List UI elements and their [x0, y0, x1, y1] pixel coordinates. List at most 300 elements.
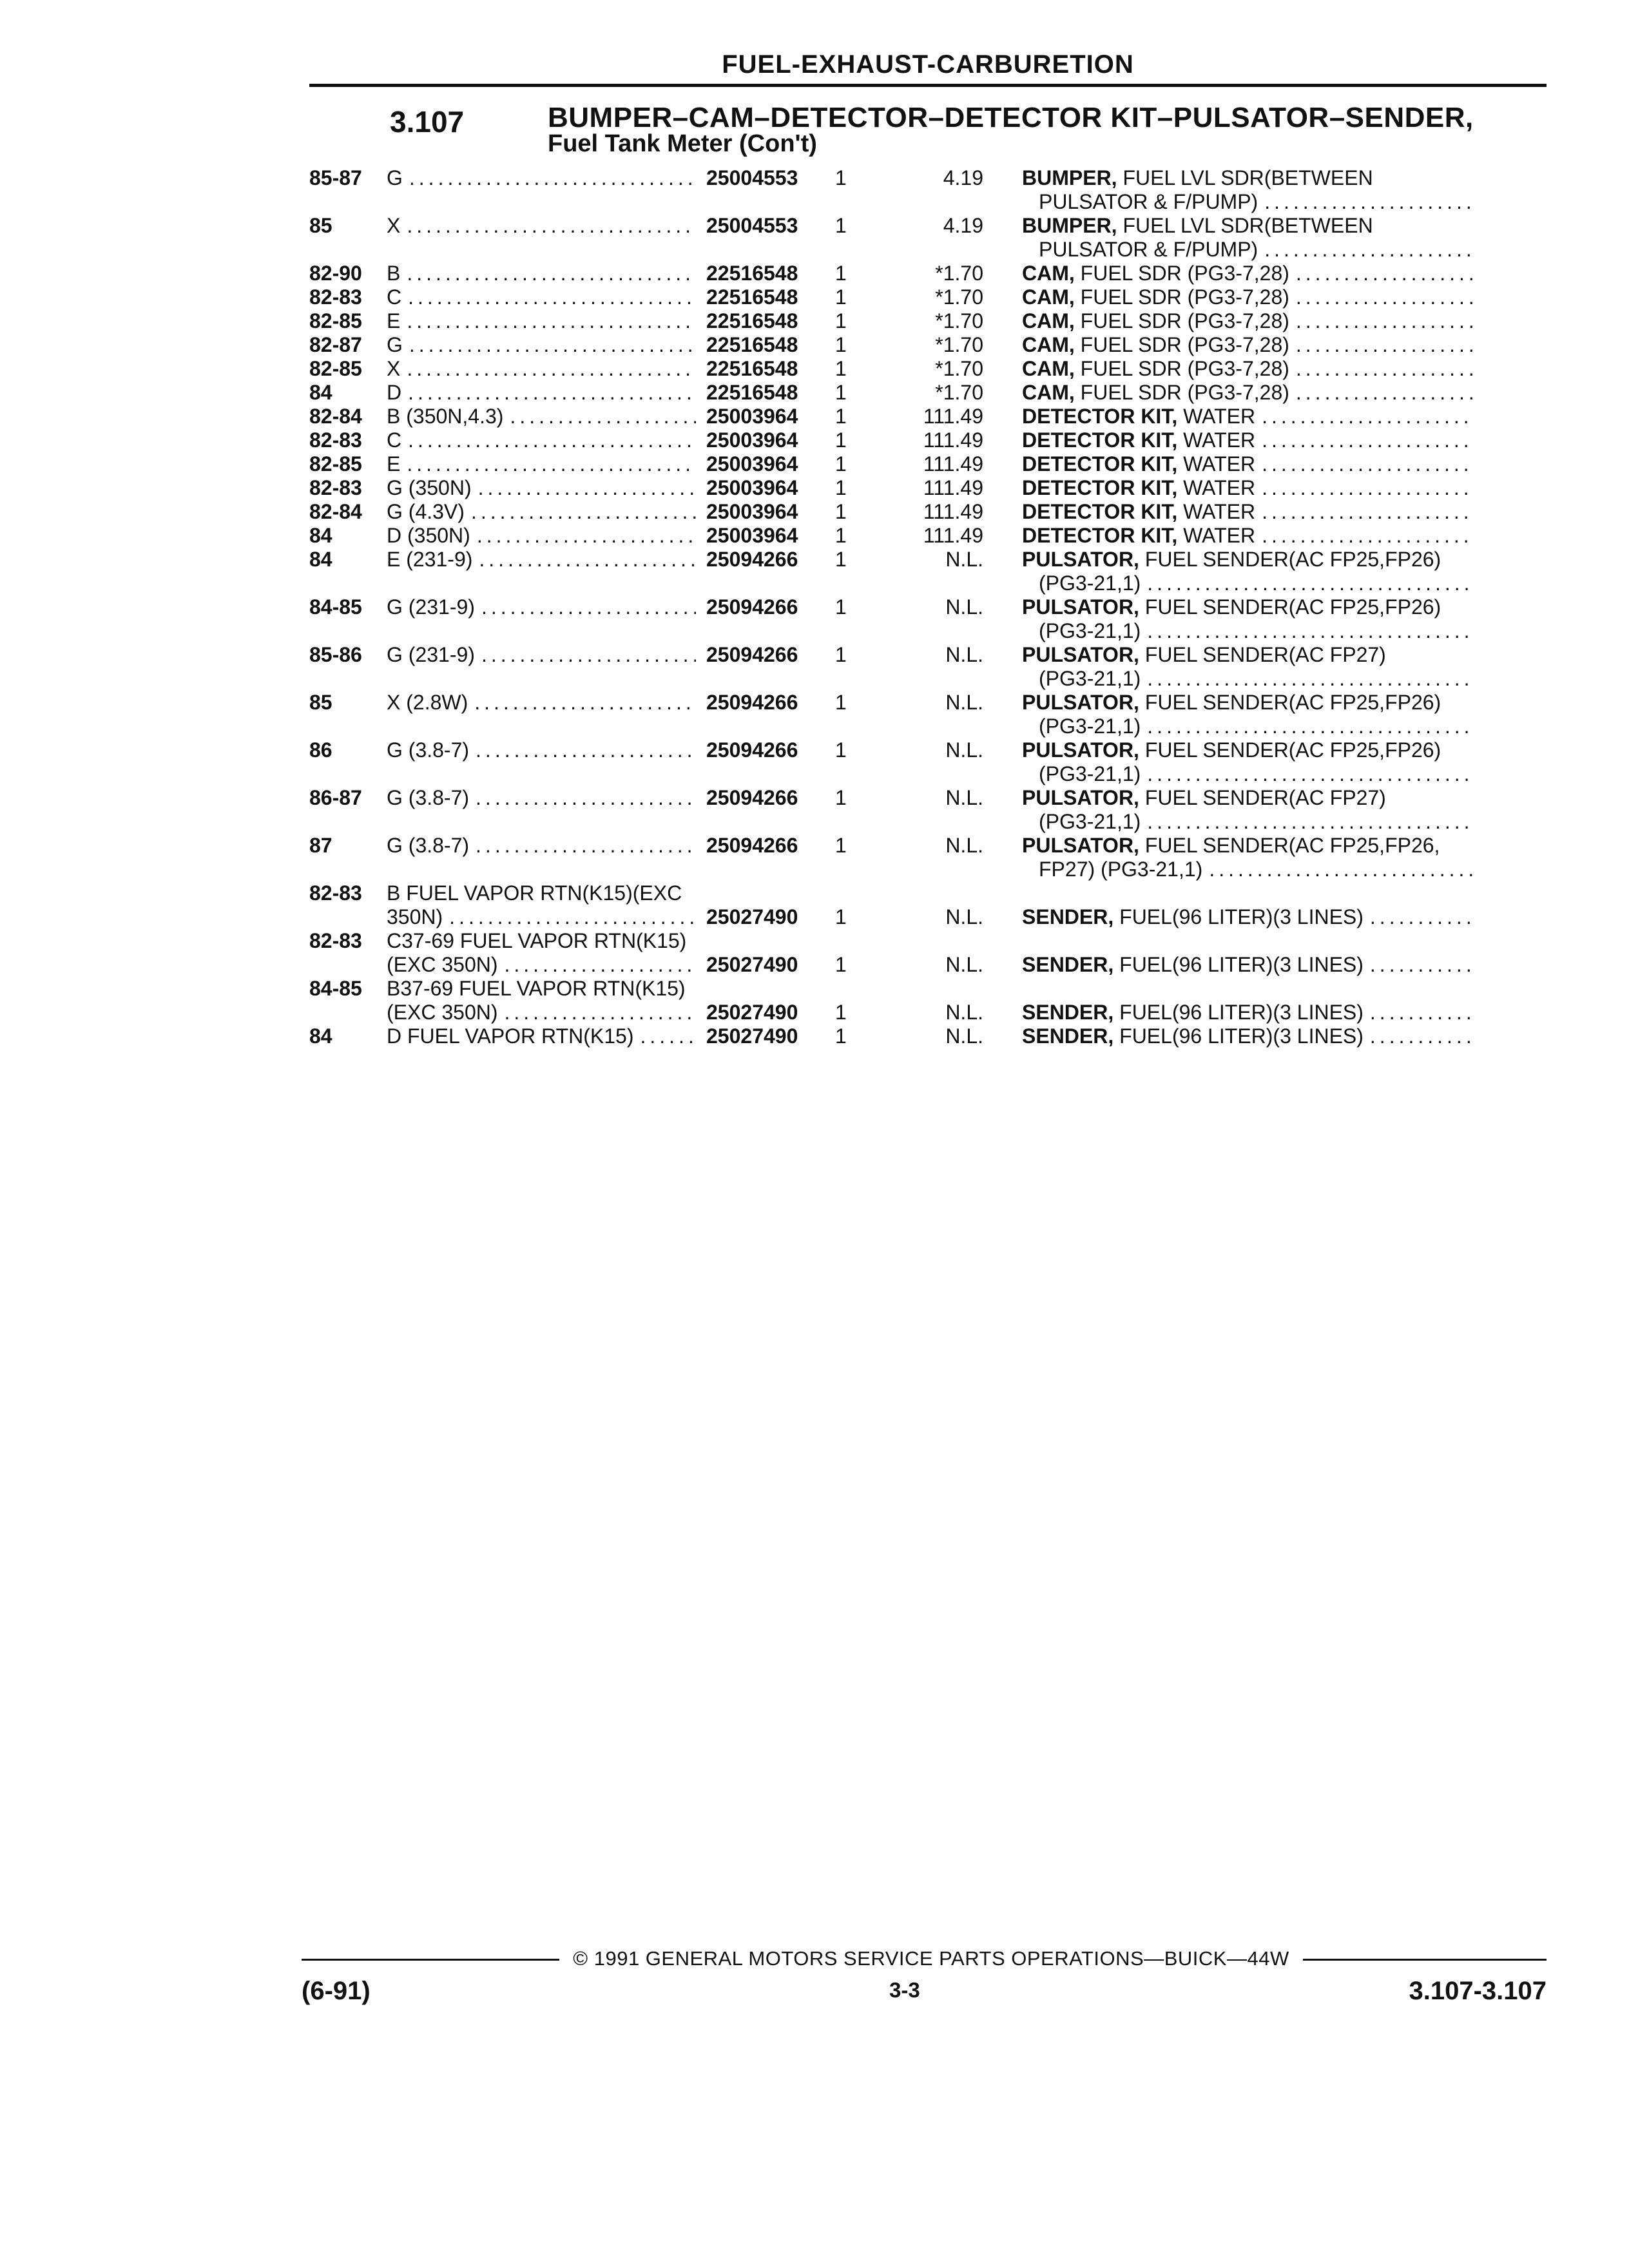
part-name-detail: FUEL SDR (PG3-7,28): [1074, 309, 1289, 332]
footer-page-number: 3-3: [889, 1978, 920, 2002]
part-name-line: [1022, 1001, 1473, 1024]
dot-leader: [481, 595, 696, 619]
part-number: 25094266: [706, 595, 798, 619]
year-range: 82-84: [309, 500, 362, 523]
part-name-bold: PULSATOR,: [1022, 595, 1139, 619]
part-name-detail: WATER: [1177, 524, 1256, 547]
price: *1.70: [935, 381, 983, 404]
quantity: 1: [835, 309, 847, 332]
part-name: [1022, 166, 1473, 214]
description-line: [387, 166, 696, 190]
quantity: 1: [835, 333, 847, 356]
price: N.L.: [945, 643, 983, 666]
dot-leader: [505, 1001, 697, 1024]
description-line: [387, 333, 696, 357]
quantity: 1: [835, 786, 847, 809]
dot-leader: [1262, 476, 1473, 500]
parts-list: [309, 166, 1547, 1048]
description-text: G (231-9): [387, 595, 475, 619]
description-line: [387, 262, 696, 285]
dot-leader: [408, 381, 696, 405]
dot-leader: [1296, 381, 1473, 405]
part-name-bold: DETECTOR KIT,: [1022, 405, 1178, 428]
part-name-bold: SENDER,: [1022, 905, 1114, 928]
dot-leader: [1262, 405, 1473, 428]
application-description: [387, 643, 696, 667]
application-description: [387, 881, 696, 929]
part-details: [696, 691, 1473, 738]
part-name-line: [1022, 166, 1473, 190]
part-row: [309, 262, 1547, 285]
price: *1.70: [935, 357, 983, 380]
year-range: 84-85: [309, 977, 362, 1000]
price: 111.49: [923, 452, 983, 476]
application-description: [387, 381, 696, 405]
description-text: 350N): [387, 905, 443, 928]
part-name-line: [1022, 262, 1473, 285]
dot-leader: [409, 333, 696, 357]
part-name-continuation: [1022, 810, 1473, 834]
application-description: [387, 285, 696, 309]
application-description: [387, 786, 696, 810]
part-name-continuation: [1022, 572, 1473, 595]
year-range: 84: [309, 1024, 333, 1048]
year-range: 84-85: [309, 595, 362, 619]
dot-leader: [407, 214, 696, 238]
price: N.L.: [945, 1024, 983, 1048]
part-name-continuation: [1022, 619, 1473, 643]
part-name: [1022, 262, 1473, 285]
part-name-continuation-text: FP27) (PG3-21,1): [1039, 858, 1203, 881]
dot-leader: [1262, 428, 1473, 452]
part-name: [1022, 214, 1473, 262]
price: N.L.: [945, 1001, 983, 1024]
part-name-line: [1022, 476, 1473, 500]
part-name-line: [1022, 309, 1473, 333]
part-name-detail: FUEL SENDER(AC FP25,FP26): [1139, 691, 1441, 714]
dot-leader: [1262, 452, 1473, 476]
part-name-bold: PULSATOR,: [1022, 738, 1139, 762]
part-name-detail: FUEL SENDER(AC FP25,FP26,: [1139, 834, 1440, 857]
title-rule: [309, 84, 1547, 87]
part-details: [696, 309, 1473, 333]
part-name: [1022, 405, 1473, 428]
dot-leader: [1262, 500, 1473, 524]
part-name: [1022, 285, 1473, 309]
dot-leader: [1370, 1024, 1473, 1048]
part-row: [309, 977, 1547, 1024]
part-name-detail: WATER: [1177, 405, 1256, 428]
description-line: [387, 977, 696, 1001]
part-row: [309, 834, 1547, 881]
year-range: 82-84: [309, 405, 362, 428]
description-text: E: [387, 452, 401, 476]
price: N.L.: [945, 953, 983, 976]
part-name-line: [1022, 834, 1473, 858]
part-name: [1022, 476, 1473, 500]
dot-leader: [1147, 667, 1473, 691]
quantity: 1: [835, 357, 847, 380]
part-name-bold: CAM,: [1022, 309, 1075, 332]
price: 111.49: [923, 524, 983, 547]
part-name-line: [1022, 405, 1473, 428]
description-line: [387, 643, 696, 667]
part-name: [1022, 691, 1473, 738]
description-line: [387, 381, 696, 405]
application-description: [387, 691, 696, 715]
price: 4.19: [943, 166, 983, 189]
part-row: [309, 643, 1547, 691]
year-range: 85-87: [309, 166, 362, 189]
description-line: [387, 786, 696, 810]
part-name-detail: FUEL SDR (PG3-7,28): [1074, 381, 1289, 404]
dot-leader: [1296, 333, 1473, 357]
description-line: [387, 595, 696, 619]
description-line: [387, 881, 696, 905]
part-name-detail: FUEL SENDER(AC FP25,FP26): [1139, 595, 1441, 619]
dot-leader: [1209, 858, 1473, 881]
group-title: BUMPER–CAM–DETECTOR–DETECTOR KIT–PULSATOR–SENDER,: [548, 102, 1474, 133]
description-text: (EXC 350N): [387, 1001, 498, 1024]
description-text: E (231-9): [387, 548, 473, 571]
quantity: 1: [835, 834, 847, 857]
description-line: [387, 929, 696, 953]
application-description: [387, 357, 696, 381]
part-name-bold: SENDER,: [1022, 1024, 1114, 1048]
part-name-detail: FUEL LVL SDR(BETWEEN: [1117, 166, 1373, 189]
application-description: [387, 214, 696, 238]
application-description: [387, 500, 696, 524]
part-name-line: [1022, 786, 1473, 810]
footer-section-range: 3.107-3.107: [1409, 1977, 1547, 2005]
quantity: 1: [835, 500, 847, 523]
part-row: [309, 929, 1547, 977]
quantity: 1: [835, 452, 847, 476]
part-name-detail: FUEL SDR (PG3-7,28): [1074, 357, 1289, 380]
part-name-bold: CAM,: [1022, 333, 1075, 356]
description-text: B: [387, 262, 401, 285]
part-number: 25094266: [706, 548, 798, 571]
part-number: 25003964: [706, 500, 798, 523]
application-description: [387, 524, 696, 548]
part-name-continuation-text: (PG3-21,1): [1039, 762, 1141, 785]
dot-leader: [471, 500, 696, 524]
part-name: [1022, 428, 1473, 452]
part-number: 25004553: [706, 214, 798, 237]
part-details: [696, 428, 1473, 452]
part-number: 25094266: [706, 738, 798, 762]
price: N.L.: [945, 834, 983, 857]
description-text: G (3.8-7): [387, 786, 470, 809]
part-details: [696, 262, 1473, 285]
part-details: [696, 786, 1473, 834]
part-name-line: [1022, 905, 1473, 929]
part-number: 25027490: [706, 1001, 798, 1024]
part-row: [309, 1024, 1547, 1048]
part-row: [309, 524, 1547, 548]
part-name-line: [1022, 953, 1473, 977]
part-name-continuation-text: PULSATOR & F/PUMP): [1039, 190, 1258, 213]
part-name-bold: CAM,: [1022, 357, 1075, 380]
description-text: G (350N): [387, 476, 472, 499]
application-description: [387, 476, 696, 500]
part-name-detail: FUEL(96 LITER)(3 LINES): [1113, 953, 1364, 976]
part-name-detail: FUEL SDR (PG3-7,28): [1074, 285, 1289, 309]
part-name: [1022, 738, 1473, 786]
part-name: [1022, 357, 1473, 381]
quantity: 1: [835, 691, 847, 714]
application-description: [387, 834, 696, 858]
dot-leader: [407, 262, 696, 285]
part-number: 22516548: [706, 357, 798, 380]
price: N.L.: [945, 738, 983, 762]
quantity: 1: [835, 738, 847, 762]
part-row: [309, 285, 1547, 309]
description-text: B FUEL VAPOR RTN(K15)(EXC: [387, 881, 682, 905]
part-details: [696, 1001, 1473, 1024]
part-name: [1022, 1001, 1473, 1024]
description-text: G (3.8-7): [387, 834, 470, 857]
part-name-detail: FUEL LVL SDR(BETWEEN: [1117, 214, 1373, 237]
part-name-bold: CAM,: [1022, 285, 1075, 309]
part-name: [1022, 643, 1473, 691]
dot-leader: [1264, 190, 1473, 214]
part-name: [1022, 786, 1473, 834]
year-range: 82-85: [309, 309, 362, 332]
price: N.L.: [945, 595, 983, 619]
dot-leader: [1370, 953, 1473, 977]
part-details: [696, 357, 1473, 381]
year-range: 86: [309, 738, 333, 762]
part-name-bold: PULSATOR,: [1022, 691, 1139, 714]
part-name-continuation-text: (PG3-21,1): [1039, 810, 1141, 833]
part-name-bold: SENDER,: [1022, 953, 1114, 976]
part-details: [696, 166, 1473, 214]
part-name-bold: PULSATOR,: [1022, 643, 1139, 666]
part-name-line: [1022, 333, 1473, 357]
part-name-continuation: [1022, 667, 1473, 691]
part-row: [309, 357, 1547, 381]
part-number: 25027490: [706, 1024, 798, 1048]
section-title: FUEL-EXHAUST-CARBURETION: [722, 50, 1134, 79]
part-name: [1022, 953, 1473, 977]
description-line: [387, 953, 696, 977]
quantity: 1: [835, 428, 847, 452]
quantity: 1: [835, 214, 847, 237]
part-name-continuation-text: (PG3-21,1): [1039, 667, 1141, 690]
year-range: 85: [309, 214, 333, 237]
part-details: [696, 452, 1473, 476]
part-number: 25027490: [706, 905, 798, 928]
dot-leader: [1264, 238, 1473, 262]
dot-leader: [408, 428, 696, 452]
part-name-bold: PULSATOR,: [1022, 786, 1139, 809]
part-name-line: [1022, 1024, 1473, 1048]
part-name-line: [1022, 595, 1473, 619]
part-details: [696, 476, 1473, 500]
part-details: [696, 333, 1473, 357]
year-range: 82-90: [309, 262, 362, 285]
part-name-bold: DETECTOR KIT,: [1022, 476, 1178, 499]
part-number: 25094266: [706, 834, 798, 857]
part-number: 25004553: [706, 166, 798, 189]
part-row: [309, 333, 1547, 357]
part-name-line: [1022, 691, 1473, 715]
part-number: 25094266: [706, 786, 798, 809]
part-details: [696, 548, 1473, 595]
part-row: [309, 452, 1547, 476]
year-range: 82-83: [309, 881, 362, 905]
price: N.L.: [945, 691, 983, 714]
dot-leader: [476, 834, 696, 858]
part-name-bold: DETECTOR KIT,: [1022, 452, 1178, 476]
part-number: 22516548: [706, 285, 798, 309]
price: *1.70: [935, 309, 983, 332]
part-number: 25094266: [706, 691, 798, 714]
part-name-bold: DETECTOR KIT,: [1022, 500, 1178, 523]
part-number: 25027490: [706, 953, 798, 976]
description-line: [387, 548, 696, 572]
description-text: C: [387, 428, 402, 452]
part-name-line: [1022, 738, 1473, 762]
dot-leader: [477, 524, 696, 548]
part-details: [696, 643, 1473, 691]
year-range: 84: [309, 524, 333, 547]
description-text: (EXC 350N): [387, 953, 498, 976]
dot-leader: [1296, 285, 1473, 309]
dot-leader: [1147, 715, 1473, 738]
part-details: [696, 1024, 1473, 1048]
part-details: [696, 595, 1473, 643]
description-line: [387, 309, 696, 333]
part-name-detail: FUEL SDR (PG3-7,28): [1074, 262, 1289, 285]
dot-leader: [510, 405, 696, 428]
part-name-line: [1022, 524, 1473, 548]
description-text: D: [387, 381, 402, 404]
dot-leader: [1370, 1001, 1473, 1024]
group-number: 3.107: [390, 105, 465, 139]
description-text: G (4.3V): [387, 500, 465, 523]
dot-leader: [1370, 905, 1473, 929]
part-details: [696, 905, 1473, 929]
description-text: G (231-9): [387, 643, 475, 666]
description-text: X (2.8W): [387, 691, 468, 714]
part-name: [1022, 1024, 1473, 1048]
description-line: [387, 214, 696, 238]
part-name-continuation-text: (PG3-21,1): [1039, 572, 1141, 595]
application-description: [387, 929, 696, 977]
part-details: [696, 834, 1473, 881]
dot-leader: [407, 452, 696, 476]
year-range: 82-85: [309, 452, 362, 476]
description-text: B37-69 FUEL VAPOR RTN(K15): [387, 977, 686, 1000]
part-name-detail: WATER: [1177, 428, 1256, 452]
price: *1.70: [935, 285, 983, 309]
part-row: [309, 309, 1547, 333]
dot-leader: [408, 285, 696, 309]
part-name-continuation-text: (PG3-21,1): [1039, 619, 1141, 642]
part-name-detail: FUEL SENDER(AC FP25,FP26): [1139, 738, 1441, 762]
quantity: 1: [835, 381, 847, 404]
description-text: G (3.8-7): [387, 738, 470, 762]
part-name-bold: BUMPER,: [1022, 214, 1117, 237]
part-row: [309, 166, 1547, 214]
part-name-continuation: [1022, 715, 1473, 738]
application-description: [387, 595, 696, 619]
part-number: 22516548: [706, 309, 798, 332]
dot-leader: [1147, 762, 1473, 786]
footer-date: (6-91): [302, 1977, 371, 2005]
dot-leader: [479, 548, 696, 572]
part-details: [696, 405, 1473, 428]
description-text: G: [387, 333, 403, 356]
application-description: [387, 166, 696, 190]
year-range: 85: [309, 691, 333, 714]
description-line: [387, 500, 696, 524]
group-subtitle: Fuel Tank Meter (Con't): [548, 130, 817, 157]
part-number: 22516548: [706, 381, 798, 404]
dot-leader: [476, 738, 696, 762]
year-range: 84: [309, 381, 333, 404]
dot-leader: [407, 309, 696, 333]
part-name-line: [1022, 285, 1473, 309]
dot-leader: [481, 643, 696, 667]
year-range: 87: [309, 834, 333, 857]
part-name: [1022, 309, 1473, 333]
part-name-detail: WATER: [1177, 476, 1256, 499]
description-line: [387, 905, 696, 929]
dot-leader: [1296, 309, 1473, 333]
part-number: 22516548: [706, 333, 798, 356]
dot-leader: [505, 953, 697, 977]
part-number: 25003964: [706, 428, 798, 452]
part-name: [1022, 834, 1473, 881]
part-row: [309, 548, 1547, 595]
part-name-continuation-text: PULSATOR & F/PUMP): [1039, 238, 1258, 261]
description-text: C: [387, 285, 402, 309]
dot-leader: [1147, 572, 1473, 595]
year-range: 82-83: [309, 929, 362, 952]
part-name: [1022, 524, 1473, 548]
dot-leader: [1262, 524, 1473, 548]
part-row: [309, 405, 1547, 428]
price: *1.70: [935, 333, 983, 356]
description-text: E: [387, 309, 401, 332]
year-range: 84: [309, 548, 333, 571]
part-row: [309, 476, 1547, 500]
application-description: [387, 452, 696, 476]
dot-leader: [1147, 810, 1473, 834]
description-line: [387, 452, 696, 476]
quantity: 1: [835, 905, 847, 928]
description-line: [387, 738, 696, 762]
description-text: B (350N,4.3): [387, 405, 504, 428]
part-name-detail: FUEL(96 LITER)(3 LINES): [1113, 1024, 1364, 1048]
part-name-line: [1022, 548, 1473, 572]
part-number: 25003964: [706, 476, 798, 499]
dot-leader: [449, 905, 696, 929]
part-name: [1022, 500, 1473, 524]
part-name: [1022, 905, 1473, 929]
year-range: 82-83: [309, 476, 362, 499]
description-line: [387, 357, 696, 381]
part-name-line: [1022, 500, 1473, 524]
description-line: [387, 524, 696, 548]
description-text: C37-69 FUEL VAPOR RTN(K15): [387, 929, 687, 952]
description-text: X: [387, 214, 401, 237]
part-name-detail: WATER: [1177, 452, 1256, 476]
part-name-continuation: [1022, 238, 1473, 262]
